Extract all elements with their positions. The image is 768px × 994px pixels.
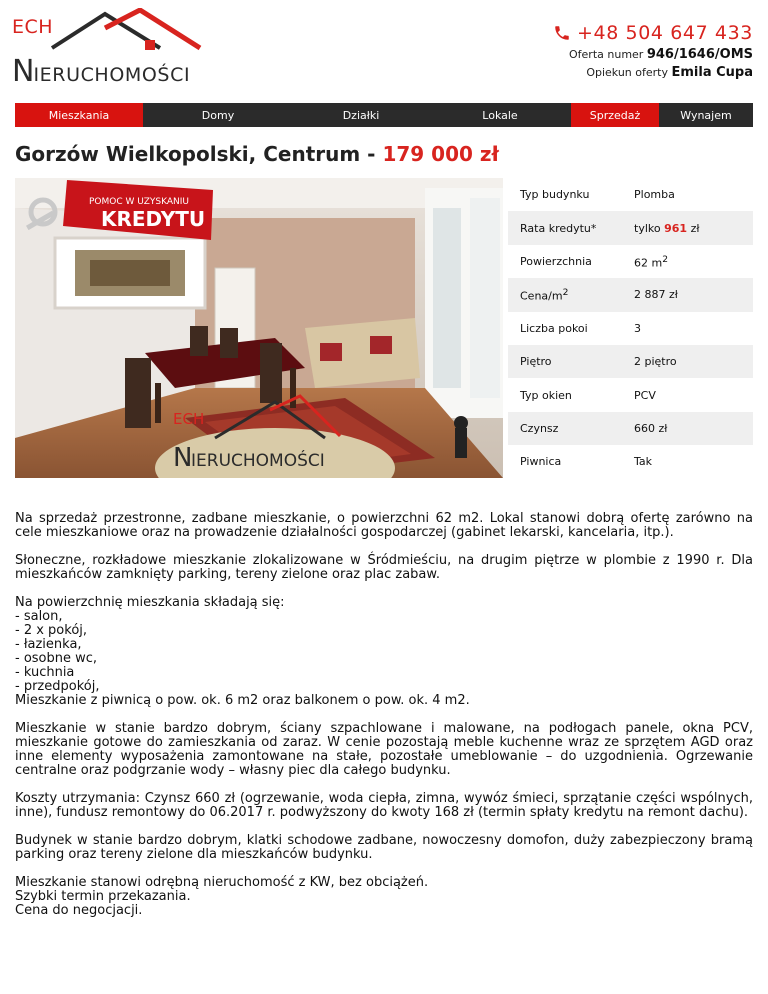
rate-prefix: tylko [634,221,661,235]
list-item: - salon, [15,609,63,624]
page-title [15,142,499,166]
list-item: - łazienka, [15,637,82,652]
list-item: Cena do negocjacji. [15,903,143,918]
detail-row-basement [508,445,753,478]
description-paragraph: Na sprzedaż przestronne, zadbane mieszkanie, o powierzchni 62 m2. Lokal stanowi dobrą ofertę zarówno na cele mieszkaniowe oraz na prowadzenie działalności gospodarczej (gabinet lekarski, kancelaria, itp.). [15,511,753,540]
detail-value: Tak [634,455,653,469]
offer-number: 946/1646/OMS [646,47,753,62]
details-table [508,178,753,479]
description-paragraph: Mieszkanie w stanie bardzo dobrym, ściany szpachlowane i malowane, na podłogach panele, okna PCV, mieszkanie gotowe do zamieszkania od zaraz. W cenie pozostają meble kuchenne wraz ze sprzętem AGD oraz inne elementy wyposażenia zamontowane na stałe, pozostałe umeblowanie – do uzgodnienia. Ogrzewanie centralne oraz podgrzanie wody – własny piec dla całego budynku. [15,721,753,778]
rate-suffix: zł [690,221,700,235]
detail-row-rent [508,412,753,445]
detail-value: 3 [634,321,641,335]
detail-row-credit-rate [508,211,753,244]
agent-name: Emila Cupa [671,65,753,80]
detail-label: Piwnica [520,455,562,469]
logo-ech: ECH [12,16,54,38]
detail-row-price-per-m2 [508,278,753,311]
nav-item-sprzedaz[interactable]: Sprzedaż [571,103,659,127]
detail-row-area [508,245,753,278]
price-m2-label: Cena/m [520,289,563,303]
rate-amount: 961 [664,221,688,235]
detail-row-rooms [508,312,753,345]
contact-info [553,20,753,82]
listing-photo[interactable] [15,178,503,478]
list-item: - osobne wc, [15,651,98,666]
nav-item-lokale[interactable]: Lokale [482,108,518,122]
listing-description [15,512,753,932]
detail-label: Liczba pokoi [520,321,588,335]
list-item: Mieszkanie stanowi odrębną nieruchomość z KW, bez obciążeń. [15,875,429,890]
main-nav [15,103,753,127]
agent-line [553,64,753,82]
description-paragraph: Słoneczne, rozkładowe mieszkanie zlokalizowane w Śródmieściu, na drugim piętrze w plombie z 1990 r. Dla mieszkańców zamknięty parking, tereny zielone oraz plac zabaw. [15,553,753,582]
offer-number-line [553,46,753,64]
detail-value [634,222,753,235]
logo-initial: N [12,54,34,89]
detail-row-floor [508,345,753,378]
list-item: - przedpokój, [15,679,100,694]
phone-icon [553,24,571,42]
detail-row-building-type [508,178,753,211]
detail-label: Rata kredytu* [520,221,597,235]
detail-value: 660 zł [634,421,668,435]
offer-label: Oferta numer [569,48,644,61]
nav-item-domy[interactable]: Domy [201,108,235,122]
detail-value [634,254,753,270]
detail-row-windows [508,378,753,411]
price-m2-sup: 2 [562,287,569,299]
watermark-initial: N [173,443,193,473]
list-item: Szybki termin przekazania. [15,889,191,904]
detail-label: Czynsz [520,421,559,435]
nav-item-dzialki[interactable]: Działki [342,108,380,122]
detail-label: Piętro [520,355,552,369]
description-paragraph: Koszty utrzymania: Czynsz 660 zł (ogrzewanie, woda ciepła, zimna, wywóz śmieci, sprzątanie części wspólnych, inne), fundusz remontowy do 06.2017 r. podwyższony do kwoty 168 zł (termin spłaty kredytu na remont dachu). [15,791,753,820]
area-sup: 2 [662,253,669,265]
watermark-rest: IERUCHOMOŚCI [191,451,325,471]
detail-value: Plomba [634,188,675,202]
living-room-photo [15,178,503,478]
description-room-list [15,596,753,708]
list-item: Mieszkanie z piwnicą o pow. ok. 6 m2 oraz balkonem o pow. ok. 4 m2. [15,693,470,708]
detail-value: PCV [634,388,656,402]
watermark-ech: ECH [173,410,205,428]
listing-price: 179 000 zł [382,142,499,166]
banner-main-text: KREDYTU [101,207,206,231]
area-value: 62 m [634,256,663,270]
detail-label: Typ budynku [520,188,590,202]
list-item: Na powierzchnię mieszkania składają się: [15,595,285,610]
listing-location: Gorzów Wielkopolski, Centrum - [15,142,376,166]
nav-item-mieszkania[interactable]: Mieszkania [15,103,143,127]
nav-item-wynajem[interactable]: Wynajem [680,108,732,122]
detail-label [508,287,634,303]
logo-wordmark [12,54,190,89]
detail-value: 2 887 zł [634,288,678,302]
banner-top-text: POMOC W UZYSKANIU [89,197,189,207]
agent-label: Opiekun oferty [586,66,668,79]
phone-link[interactable] [553,20,753,46]
site-logo[interactable] [10,8,210,89]
detail-value: 2 piętro [634,355,677,369]
logo-rest: IERUCHOMOŚCI [33,64,191,86]
detail-label: Powierzchnia [520,254,592,268]
list-item: - kuchnia [15,665,75,680]
phone-number: +48 504 647 433 [576,22,753,44]
detail-label: Typ okien [520,388,572,402]
description-paragraph: Budynek w stanie bardzo dobrym, klatki schodowe zadbane, nowoczesny domofon, duży zabezpieczony bramą parking oraz tereny zielone dla mieszkańców budynku. [15,833,753,862]
list-item: - 2 x pokój, [15,623,88,638]
description-closing [15,876,753,918]
